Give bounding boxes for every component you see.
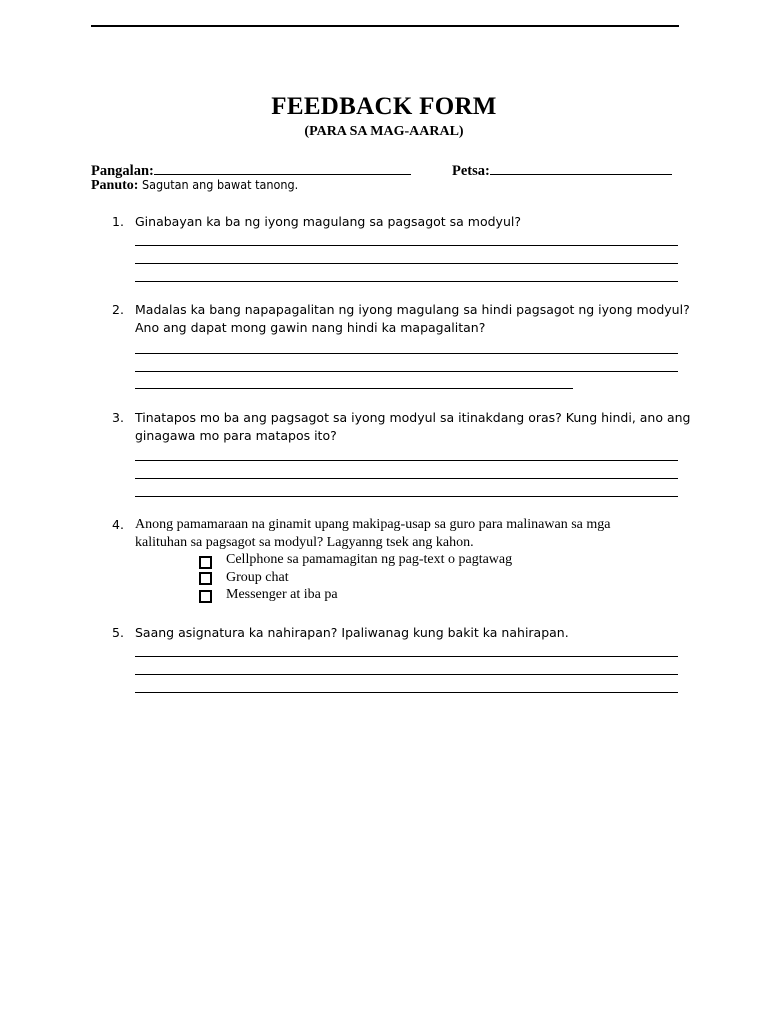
question-number: 3. [112, 410, 124, 425]
answer-line[interactable] [135, 496, 678, 497]
name-label: Pangalan: [91, 163, 154, 179]
instructions [91, 177, 298, 194]
form-title: FEEDBACK FORM [271, 93, 497, 120]
question-text: Tinatapos mo ba ang pagsagot sa iyong modyul sa itinakdang oras? Kung hindi, ano ang [135, 410, 691, 425]
answer-line[interactable] [135, 371, 678, 372]
answer-line[interactable] [135, 388, 573, 389]
question-number: 2. [112, 302, 124, 317]
answer-line[interactable] [135, 692, 678, 693]
instructions-text: Sagutan ang bawat tanong. [141, 177, 299, 192]
question-number: 1. [112, 214, 124, 229]
question-text: Saang asignatura ka nahirapan? Ipaliwanag kung bakit ka nahirapan. [135, 625, 569, 640]
form-subtitle: (PARA SA MAG-AARAL) [304, 124, 464, 139]
date-blank[interactable] [490, 160, 672, 175]
top-rule [91, 25, 679, 27]
option-label: Cellphone sa pamamagitan ng pag-text o pagtawag [226, 552, 513, 567]
question-number: 4. [112, 517, 124, 532]
question-text: Anong pamamaraan na ginamit upang makipag-usap sa guro para malinawan sa mga [135, 517, 611, 532]
answer-line[interactable] [135, 263, 678, 264]
answer-line[interactable] [135, 460, 678, 461]
question-text: Madalas ka bang napapagalitan ng iyong magulang sa hindi pagsagot ng iyong modyul? [135, 302, 690, 317]
answer-line[interactable] [135, 353, 678, 354]
checkbox-icon[interactable] [199, 556, 212, 569]
checkbox-icon[interactable] [199, 572, 212, 585]
question-text: kalituhan sa pagsagot sa modyul? Lagyanng tsek ang kahon. [135, 535, 474, 550]
option-label: Messenger at iba pa [226, 587, 338, 602]
date-field[interactable] [452, 160, 672, 180]
question-text: ginagawa mo para matapos ito? [135, 428, 337, 443]
instructions-label: Panuto: [91, 178, 139, 193]
answer-line[interactable] [135, 245, 678, 246]
option-label: Group chat [226, 570, 289, 585]
name-blank[interactable] [154, 160, 411, 175]
question-text: Ano ang dapat mong gawin nang hindi ka mapagalitan? [135, 320, 486, 335]
date-label: Petsa: [452, 163, 490, 179]
checkbox-icon[interactable] [199, 590, 212, 603]
answer-line[interactable] [135, 656, 678, 657]
answer-line[interactable] [135, 281, 678, 282]
question-number: 5. [112, 625, 124, 640]
answer-line[interactable] [135, 674, 678, 675]
answer-line[interactable] [135, 478, 678, 479]
question-text: Ginabayan ka ba ng iyong magulang sa pagsagot sa modyul? [135, 214, 521, 229]
